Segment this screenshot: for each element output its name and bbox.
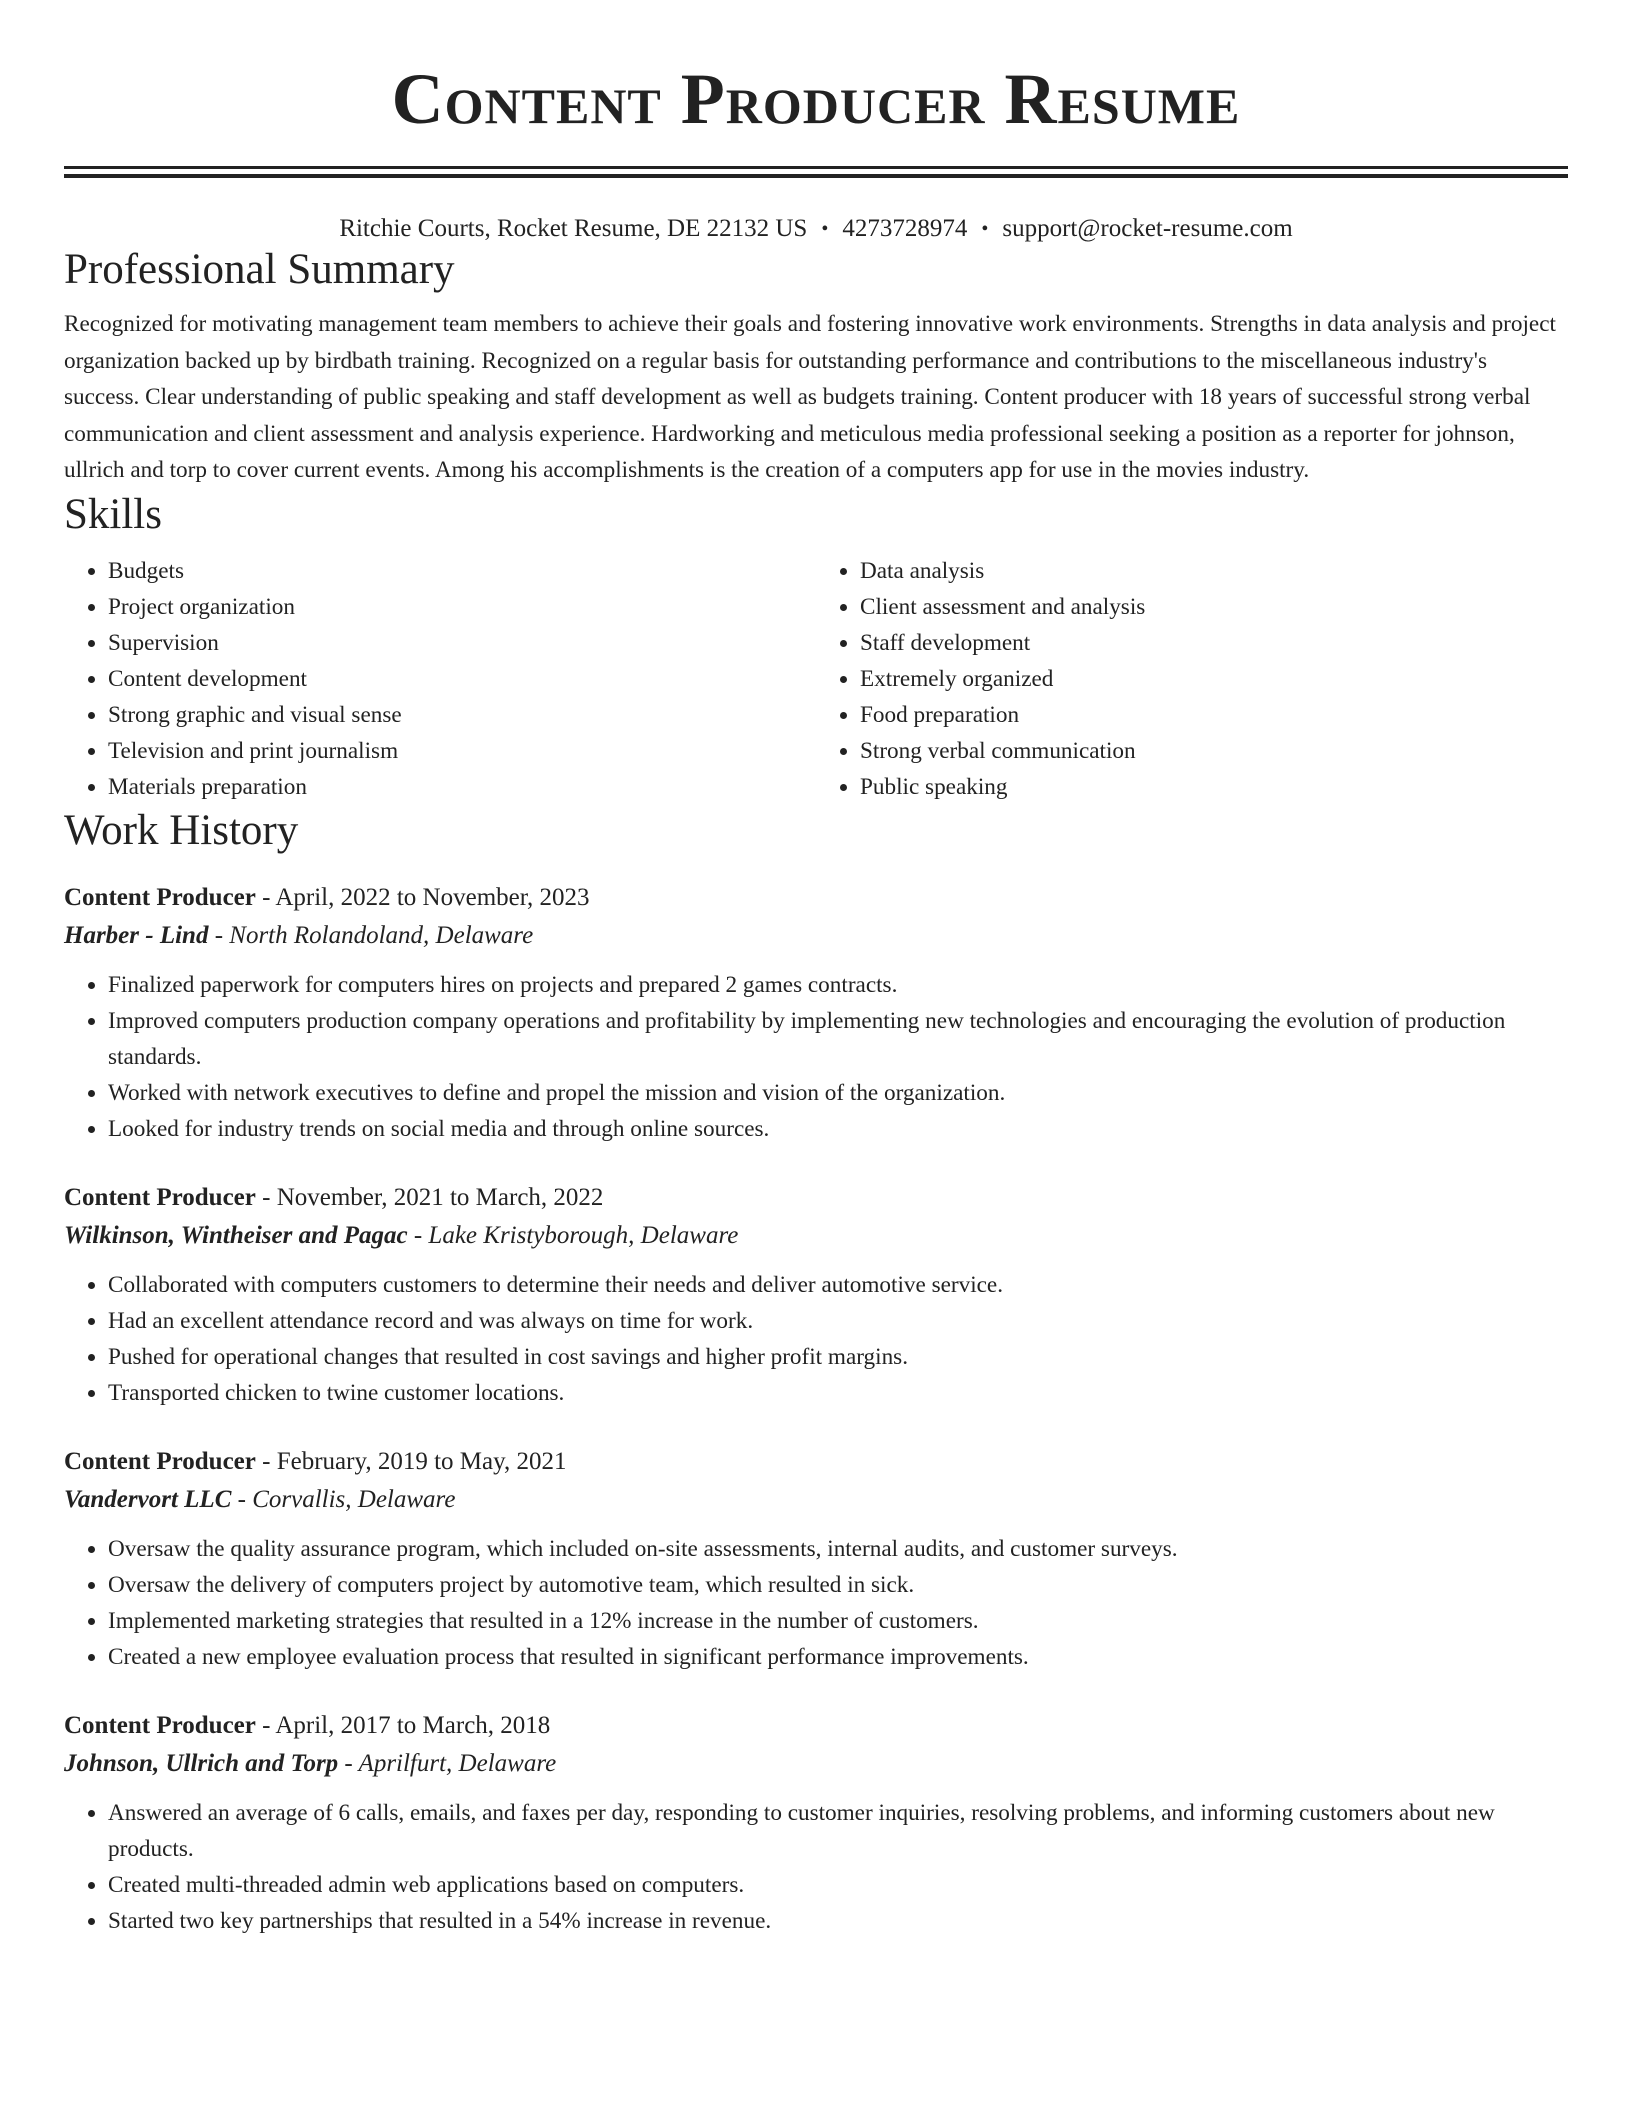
job-duty: • Oversaw the quality assurance program, which included on-site assessments, internal audits, and customer surveys. — [108, 1531, 1568, 1567]
contact-separator: • — [981, 218, 989, 240]
job-duties — [64, 1795, 1568, 1939]
contact-address: Ritchie Courts, Rocket Resume, DE 22132 US — [339, 215, 808, 242]
job-role: Content Producer — [64, 1447, 256, 1475]
job-location: - Corvallis, Delaware — [231, 1485, 456, 1513]
job-company: Wilkinson, Wintheiser and Pagac — [64, 1221, 408, 1249]
job-dates: - April, 2017 to March, 2018 — [255, 1711, 551, 1739]
page-title: Content Producer Resume — [391, 59, 1241, 139]
job-entry — [64, 1179, 1568, 1411]
skill-item: • Strong graphic and visual sense — [108, 697, 816, 733]
job-employer — [64, 1745, 1568, 1783]
job-header — [64, 879, 1568, 917]
title-divider — [64, 166, 1568, 178]
skill-item: • Strong verbal communication — [860, 733, 1568, 769]
contact-separator: • — [821, 218, 829, 240]
job-company: Vandervort LLC — [64, 1485, 232, 1513]
job-duties — [64, 967, 1568, 1147]
skill-item: • Food preparation — [860, 697, 1568, 733]
contact-email: support@rocket-resume.com — [1002, 215, 1293, 242]
summary-text: Recognized for motivating management team members to achieve their goals and fostering innovative work environments. Strengths in data analysis and project organization backed up by birdbath training. Recognized on a regular basis for outstanding performance and contributions to the miscellaneous industry's success. Clear understanding of public speaking and staff development as well as budgets training. Content producer with 18 years of successful strong verbal communication and client assessment and analysis experience. Hardworking and meticulous media professional seeking a position as a reporter for johnson, ullrich and torp to cover current events. Among his accomplishments is the creation of a computers app for use in the movies industry. — [64, 311, 1556, 483]
job-role: Content Producer — [64, 1183, 256, 1211]
job-location: - Lake Kristyborough, Delaware — [407, 1221, 739, 1249]
job-duty: • Answered an average of 6 calls, emails, and faxes per day, responding to customer inquiries, resolving problems, and informing customers about new products. — [108, 1795, 1568, 1867]
job-duties — [64, 1531, 1568, 1675]
skill-item: • Supervision — [108, 625, 816, 661]
job-location: - North Rolandoland, Delaware — [208, 921, 534, 949]
job-entry — [64, 1707, 1568, 1939]
job-duty: • Created multi-threaded admin web applications based on computers. — [108, 1867, 1568, 1903]
skill-item: • Public speaking — [860, 769, 1568, 805]
skill-item: • Staff development — [860, 625, 1568, 661]
job-duty: • Created a new employee evaluation process that resulted in significant performance improvements. — [108, 1639, 1568, 1675]
skills-column-left — [64, 553, 816, 805]
job-duty: • Oversaw the delivery of computers project by automotive team, which resulted in sick. — [108, 1567, 1568, 1603]
job-duty: • Worked with network executives to define and propel the mission and vision of the organization. — [108, 1075, 1568, 1111]
skill-item: • Materials preparation — [108, 769, 816, 805]
skill-item: • Content development — [108, 661, 816, 697]
job-location: - Aprilfurt, Delaware — [338, 1749, 557, 1777]
job-employer — [64, 1481, 1568, 1519]
job-duty: • Implemented marketing strategies that resulted in a 12% increase in the number of customers. — [108, 1603, 1568, 1639]
job-duty: • Improved computers production company operations and profitability by implementing new technologies and encouraging the evolution of production standards. — [108, 1003, 1568, 1075]
skill-item: • Television and print journalism — [108, 733, 816, 769]
job-duty: • Collaborated with computers customers to determine their needs and deliver automotive service. — [108, 1267, 1568, 1303]
skills-list — [64, 553, 1568, 805]
job-duty: • Started two key partnerships that resulted in a 54% increase in revenue. — [108, 1903, 1568, 1939]
job-employer — [64, 917, 1568, 955]
job-dates: - February, 2019 to May, 2021 — [255, 1447, 567, 1475]
job-employer — [64, 1217, 1568, 1255]
summary-heading: Professional Summary — [64, 246, 455, 293]
job-duty: • Looked for industry trends on social media and through online sources. — [108, 1111, 1568, 1147]
job-company: Johnson, Ullrich and Torp — [64, 1749, 339, 1777]
skills-heading: Skills — [64, 490, 162, 538]
job-duties — [64, 1267, 1568, 1411]
job-entry — [64, 1443, 1568, 1675]
job-header — [64, 1179, 1568, 1217]
job-company: Harber - Lind — [64, 921, 209, 949]
skill-item: • Data analysis — [860, 553, 1568, 589]
job-role: Content Producer — [64, 1711, 256, 1739]
job-role: Content Producer — [64, 883, 256, 911]
job-duty: • Transported chicken to twine customer locations. — [108, 1375, 1568, 1411]
skill-item: • Budgets — [108, 553, 816, 589]
job-duty: • Pushed for operational changes that resulted in cost savings and higher profit margins. — [108, 1339, 1568, 1375]
job-dates: - November, 2021 to March, 2022 — [255, 1183, 604, 1211]
work-history-heading: Work History — [64, 806, 299, 854]
job-header — [64, 1707, 1568, 1745]
skill-item: • Extremely organized — [860, 661, 1568, 697]
job-duty: • Had an excellent attendance record and was always on time for work. — [108, 1303, 1568, 1339]
contact-phone: 4273728974 — [842, 215, 968, 242]
job-header — [64, 1443, 1568, 1481]
contact-line — [64, 214, 1568, 244]
skill-item: • Client assessment and analysis — [860, 589, 1568, 625]
skills-column-right — [816, 553, 1568, 805]
job-entry — [64, 879, 1568, 1147]
job-duty: • Finalized paperwork for computers hires on projects and prepared 2 games contracts. — [108, 967, 1568, 1003]
skill-item: • Project organization — [108, 589, 816, 625]
job-dates: - April, 2022 to November, 2023 — [255, 883, 590, 911]
